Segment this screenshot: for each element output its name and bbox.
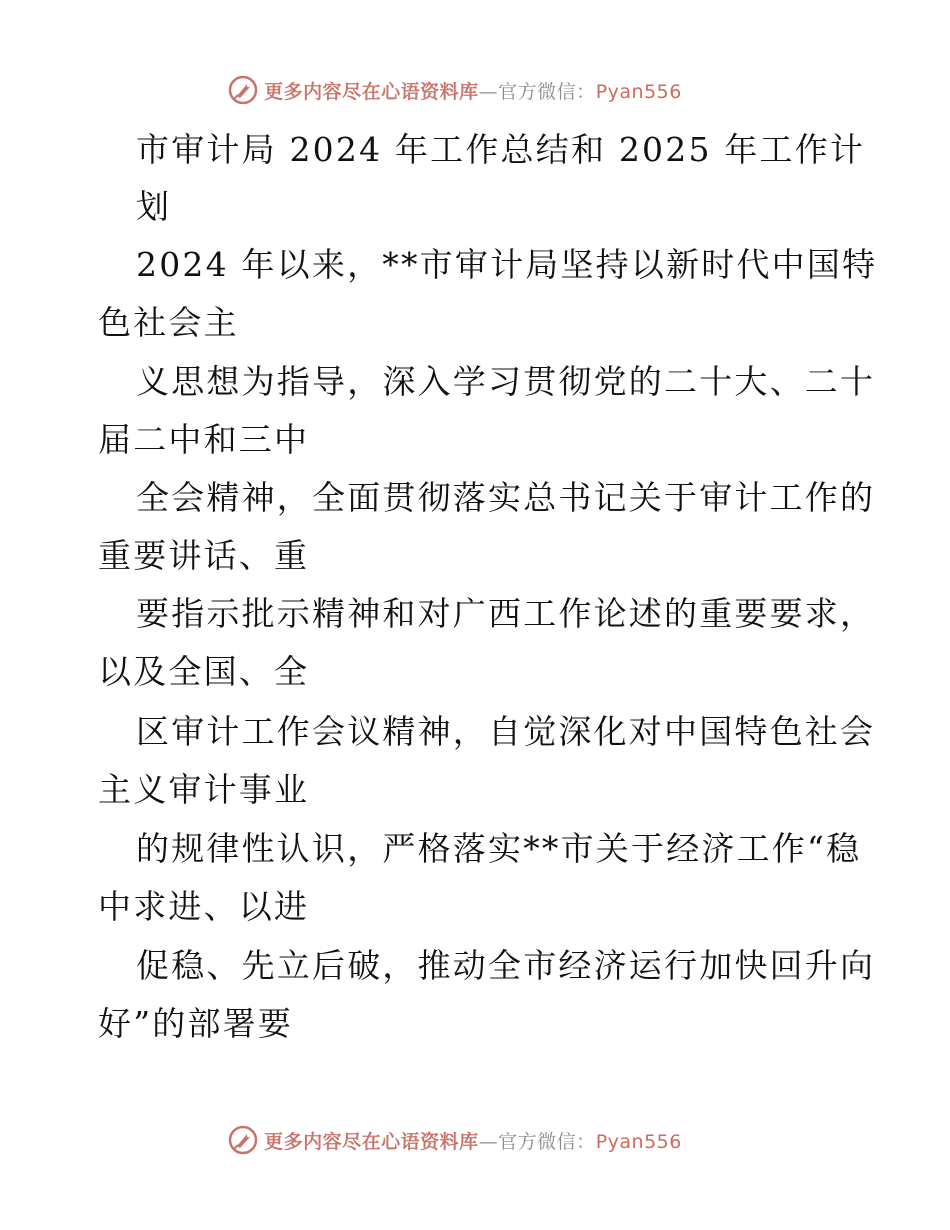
pen-nib-logo-icon: [228, 75, 258, 105]
paragraph-line: 全会精神，全面贯彻落实总书记关于审计工作的: [136, 478, 876, 517]
paragraph-line: 区审计工作会议精神，自觉深化对中国特色社会: [136, 712, 876, 751]
paragraph-line: 2024 年以来，**市审计局坚持以新时代中国特: [136, 245, 878, 284]
paragraph-line: 以及全国、全: [98, 652, 310, 691]
paragraph-line: 中求进、以进: [98, 887, 310, 926]
pen-nib-logo-icon: [228, 1125, 258, 1155]
paragraph-line: 届二中和三中: [98, 420, 310, 459]
paragraph-line: 主义审计事业: [98, 770, 310, 809]
header-watermark: [0, 70, 950, 110]
paragraph-line: 好”的部署要: [98, 1004, 294, 1043]
footer-watermark: [0, 1120, 950, 1160]
paragraph-line: 重要讲话、重: [98, 536, 310, 575]
paragraph-line: 义思想为指导，深入学习贯彻党的二十大、二十: [136, 362, 876, 401]
paragraph-line: 的规律性认识，严格落实**市关于经济工作“稳: [136, 829, 862, 868]
paragraph-line: 要指示批示精神和对广西工作论述的重要要求，: [136, 594, 876, 633]
document-title-line-2: 划: [136, 187, 172, 226]
document-title-line-1: 市审计局 2024 年工作总结和 2025 年工作计: [136, 130, 866, 169]
paragraph-line: 色社会主: [98, 303, 239, 342]
watermark-text: 更多内容尽在心语资料库—官方微信：Pyan556: [264, 1130, 682, 1153]
paragraph-line: 促稳、先立后破，推动全市经济运行加快回升向: [136, 946, 876, 985]
watermark-text: 更多内容尽在心语资料库—官方微信：Pyan556: [264, 80, 682, 103]
